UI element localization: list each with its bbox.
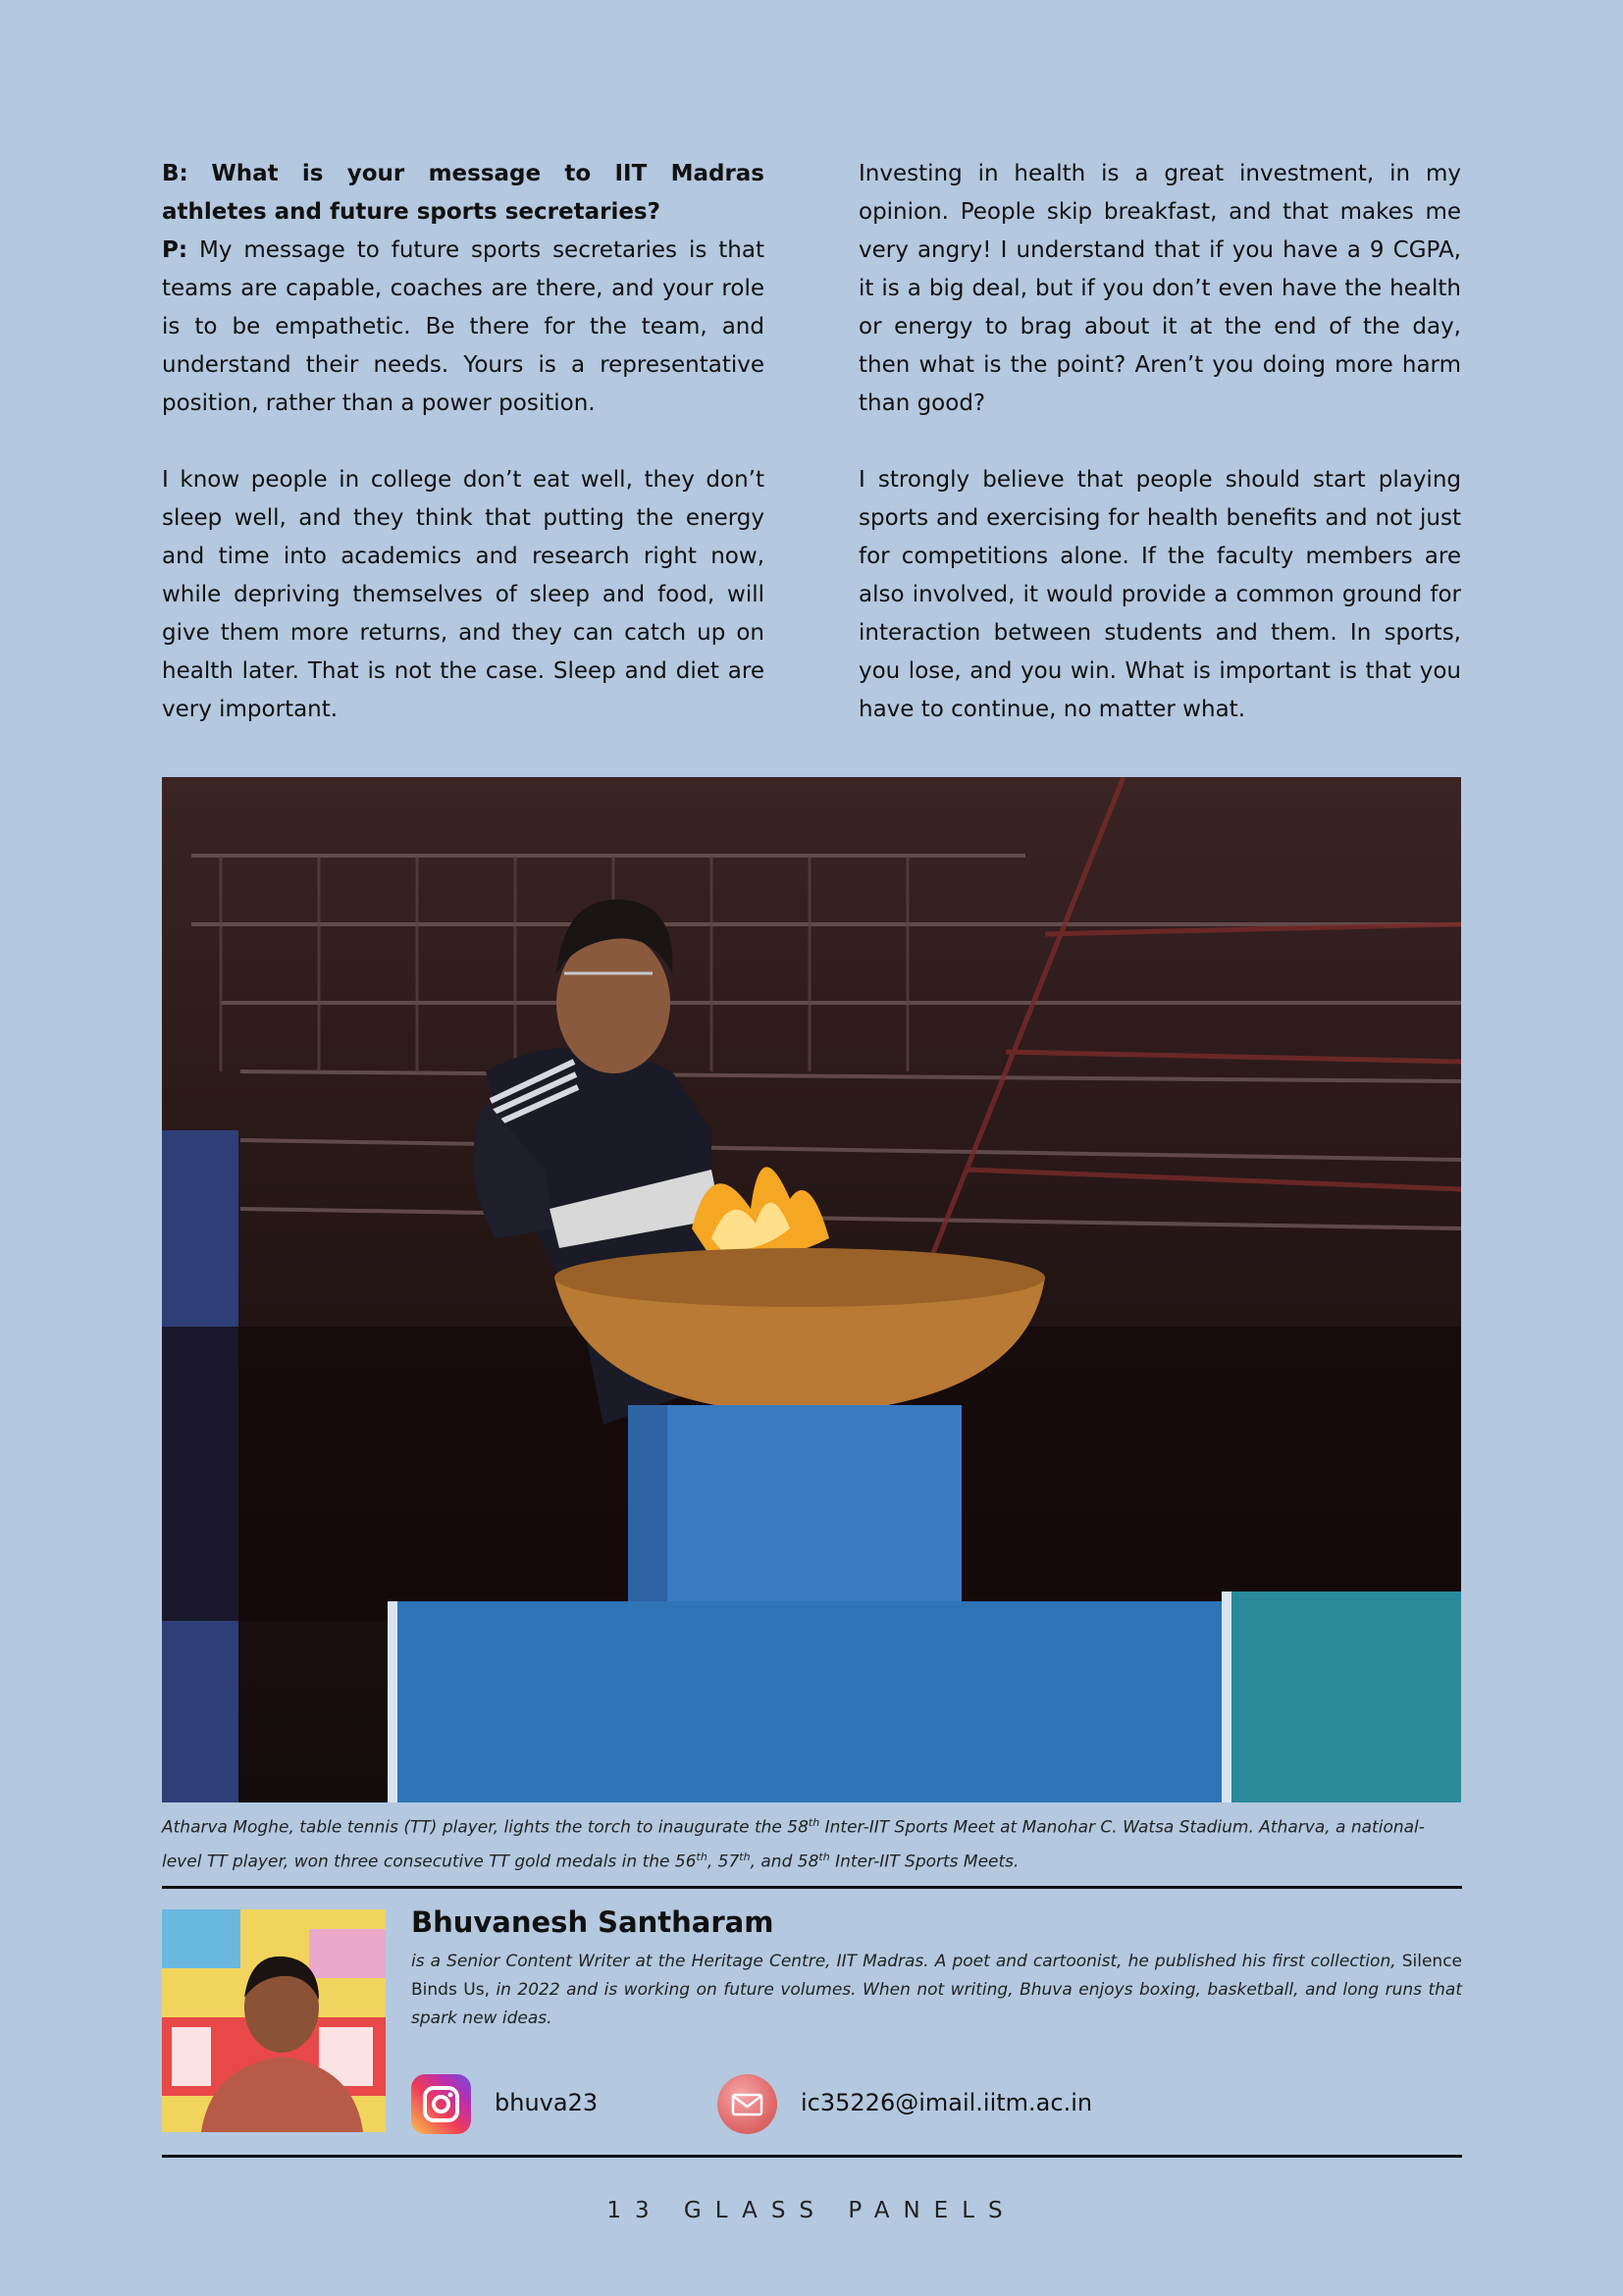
question-label: B: [162, 161, 188, 186]
author-name: Bhuvanesh Santharam [411, 1905, 774, 1939]
torch-lighting-photo [162, 777, 1461, 1802]
caption-text-2: Inter-IIT Sports Meet at Manohar C. Watsa Stadium. Atharva, a national-level TT player, won three consecutive TT gold medals in the 56 [162, 1817, 1425, 1872]
answer-label: P: [162, 237, 188, 263]
author-bio [411, 1948, 1462, 2033]
caption-sup-1: th [808, 1816, 820, 1829]
interview-answer [162, 232, 764, 423]
author-photo [162, 1909, 386, 2132]
right-column [859, 155, 1461, 729]
caption-sup-3: th [739, 1850, 751, 1863]
answer-text: My message to future sports secretaries is that teams are capable, coaches are there, and your role is to be empathetic. Be there for the team, and understand their needs. Yours is a representative position, rather than a power position. [162, 237, 764, 416]
interview-question [162, 155, 764, 232]
author-book-title: Silence Binds Us, [411, 1952, 1462, 2000]
instagram-handle[interactable]: bhuva23 [495, 2089, 599, 2116]
author-portrait [162, 1909, 386, 2132]
photo-illustration [162, 777, 1461, 1802]
left-paragraph-2: I know people in college don’t eat well, they don’t sleep well, and they think that putting the energy and time into academics and research right now, while depriving themselves of sleep and food, will give them more returns, and they can catch up on health later. That is not the case. Sleep and diet are very important. [162, 467, 764, 722]
page-footer: 13 GLASS PANELS [606, 2198, 1017, 2223]
mail-glyph [717, 2074, 777, 2134]
caption-sup-4: th [818, 1850, 830, 1863]
right-paragraph-1: Investing in health is a great investment, in my opinion. People skip breakfast, and that makes me very angry! I understand that if you have a 9 CGPA, it is a big deal, but if you don’t even have the health or energy to brag about it at the end of the day, then what is the point? Aren’t you doing more harm than good? [859, 161, 1461, 416]
caption-text-3: , 57 [707, 1852, 740, 1872]
caption-text-5: Inter-IIT Sports Meets. [829, 1852, 1020, 1872]
author-bio-text-2: in 2022 and is working on future volumes. When not writing, Bhuva enjoys boxing, basketball, and long runs that spark new ideas. [411, 1980, 1462, 2028]
caption-text-1: Atharva Moghe, table tennis (TT) player, lights the torch to inaugurate the 58 [162, 1817, 809, 1838]
instagram-glyph [411, 2074, 471, 2134]
caption-text-4: , and 58 [750, 1852, 819, 1872]
mail-icon[interactable] [717, 2074, 777, 2134]
author-bio-text-1: is a Senior Content Writer at the Heritage Centre, IIT Madras. A poet and cartoonist, he published his first collection, [411, 1952, 1402, 1971]
photo-caption [162, 1808, 1461, 1876]
author-email[interactable]: ic35226@imail.iitm.ac.in [801, 2089, 1093, 2116]
left-column [162, 155, 764, 729]
right-paragraph-2: I strongly believe that people should start playing sports and exercising for health benefits and not just for competitions alone. If the faculty members are also involved, it would provide a common ground for interaction between students and them. In sports, you lose, and you win. What is important is that you have to continue, no matter what. [859, 467, 1461, 722]
divider-bottom [162, 2155, 1462, 2158]
instagram-icon[interactable] [411, 2074, 471, 2134]
question-text: What is your message to IIT Madras athletes and future sports secretaries? [162, 161, 764, 225]
caption-sup-2: th [696, 1850, 707, 1863]
divider-top [162, 1886, 1462, 1889]
